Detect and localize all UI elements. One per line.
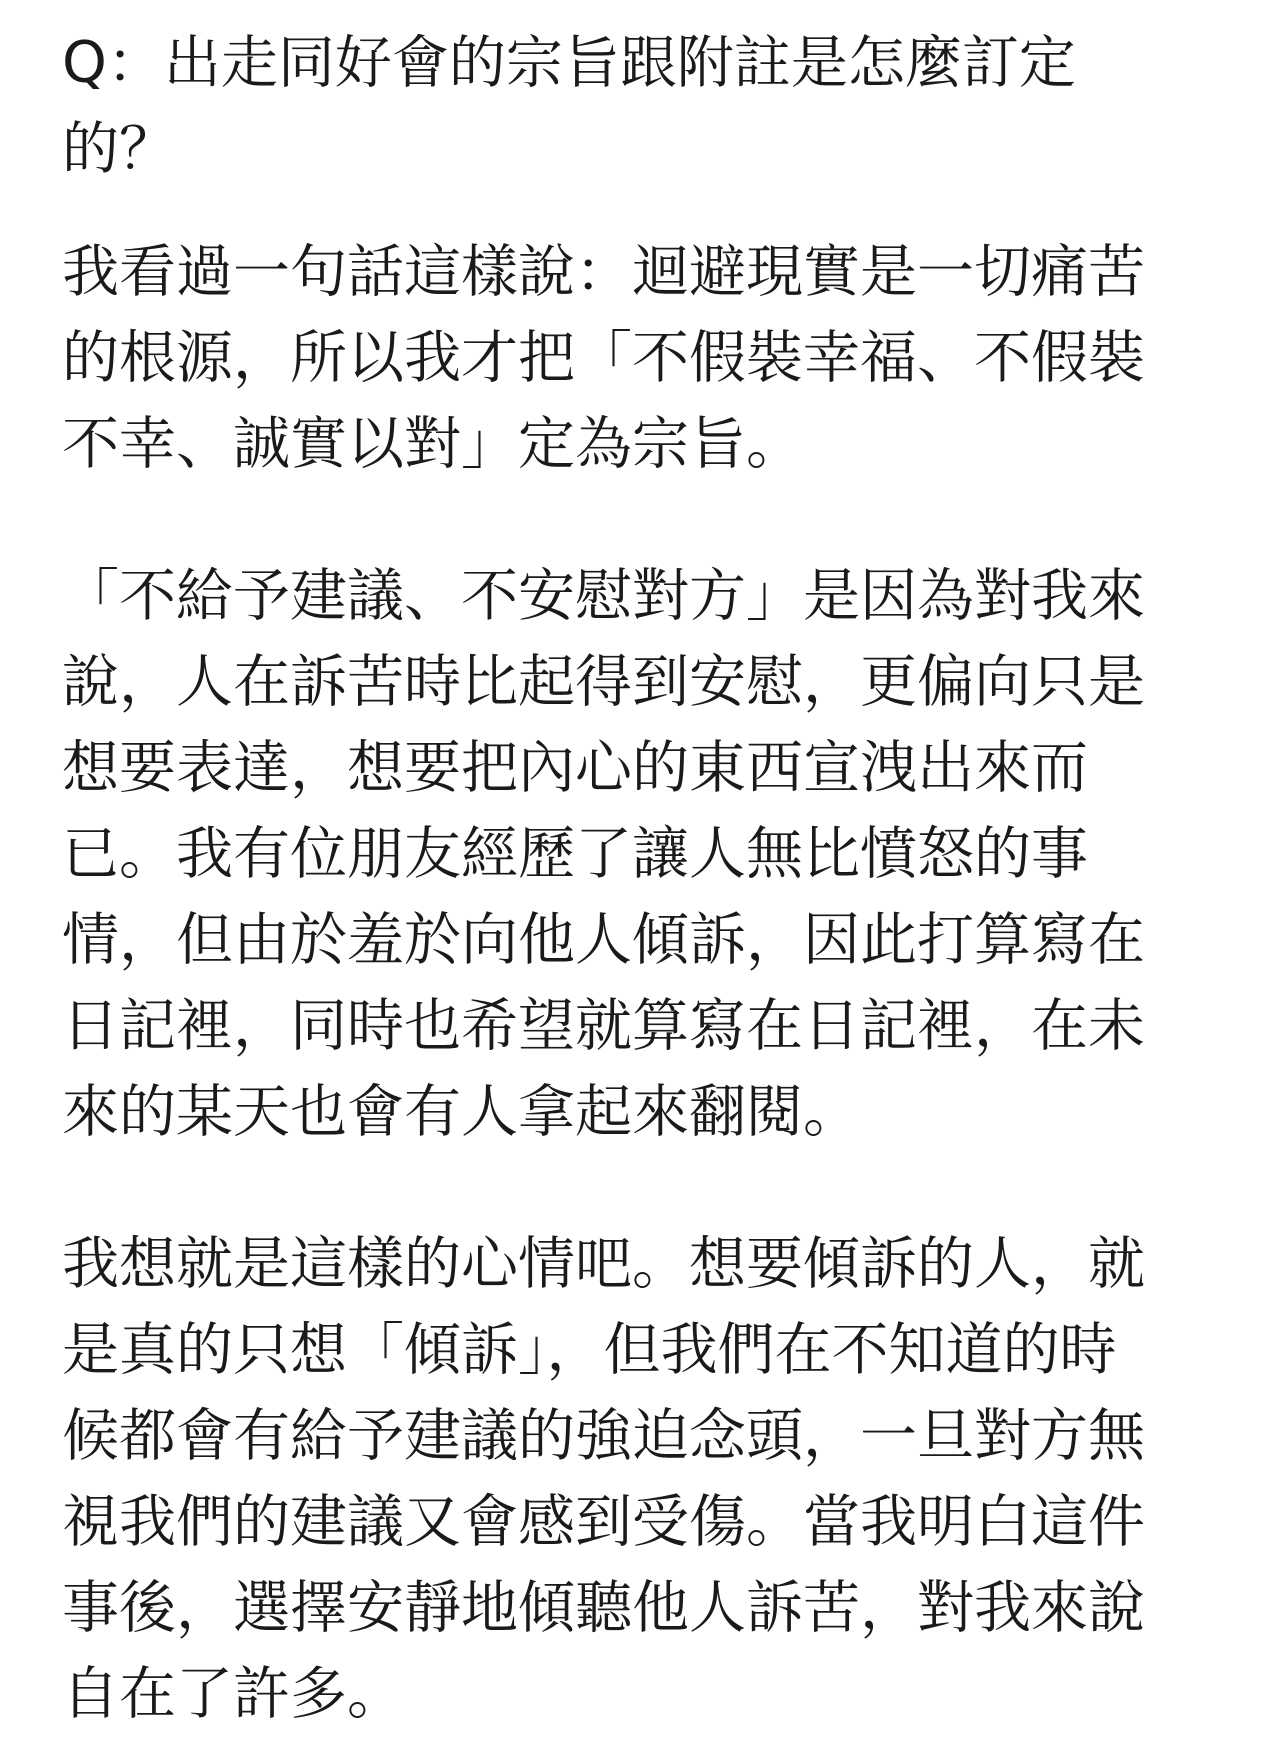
- answer-paragraph-3: 我想就是這樣的心情吧。想要傾訴的人，就 是真的只想「傾訴」，但我們在不知道的時 候都會有給予建議的強迫念頭，一旦對方無 視我們的建議又會感到受傷。當我明白這件 事後，選擇安靜地傾聽他人訴苦，對我來說 自在了許多。: [62, 1231, 1145, 1727]
- question-heading: Q：出走同好會的宗旨跟附註是怎麼訂定 的？: [62, 30, 1076, 182]
- answer-paragraph-2: 「不給予建議、不安慰對方」是因為對我來 說，人在訴苦時比起得到安慰，更偏向只是 想要表達，想要把內心的東西宣洩出來而 已。我有位朋友經歷了讓人無比憤怒的事 情，但由於羞於向他人傾訴，因此打算寫在 日記裡，同時也希望就算寫在日記裡，在未 來的某天也會有人拿起來翻閱。: [62, 563, 1145, 1145]
- article-body: [62, 20, 1232, 1737]
- answer-paragraph-1: 我看過一句話這樣說：迴避現實是一切痛苦 的根源，所以我才把「不假裝幸福、不假裝 不幸、誠實以對」定為宗旨。: [62, 239, 1145, 477]
